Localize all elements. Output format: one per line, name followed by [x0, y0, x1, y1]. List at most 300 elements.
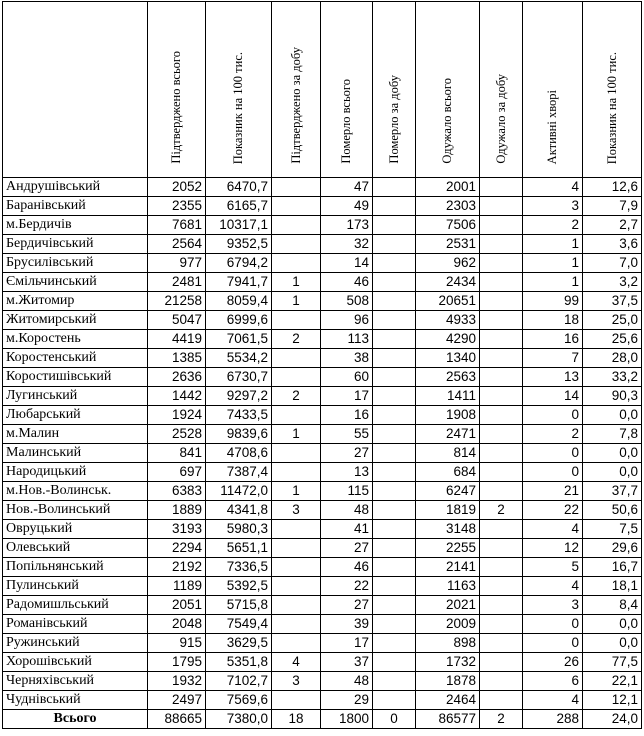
cell-confirmed-daily: 3 [272, 672, 321, 691]
cell-confirmed-total: 6383 [148, 482, 206, 501]
cell-region: Романівський [3, 615, 148, 634]
header-deaths-total: Померло всього [321, 2, 373, 178]
cell-active-per-100k: 7,0 [583, 254, 642, 273]
cell-recovered-total: 1411 [416, 387, 480, 406]
cell-confirmed-per-100k: 7569,6 [206, 691, 272, 710]
cell-region: Нов.-Волинський [3, 501, 148, 520]
table-row [3, 672, 642, 691]
cell-deaths-total: 47 [321, 178, 373, 197]
total-cell-confirmed-total: 88665 [148, 710, 206, 729]
cell-active-per-100k: 29,6 [583, 539, 642, 558]
cell-confirmed-per-100k: 9297,2 [206, 387, 272, 406]
cell-active-per-100k: 0,0 [583, 634, 642, 653]
cell-active-per-100k: 3,6 [583, 235, 642, 254]
cell-confirmed-total: 5047 [148, 311, 206, 330]
cell-deaths-total: 173 [321, 216, 373, 235]
cell-recovered-total: 4933 [416, 311, 480, 330]
cell-recovered-daily [480, 235, 523, 254]
cell-confirmed-daily [272, 596, 321, 615]
total-cell-confirmed-per-100k: 7380,0 [206, 710, 272, 729]
cell-active-per-100k: 22,1 [583, 672, 642, 691]
cell-confirmed-total: 1932 [148, 672, 206, 691]
cell-confirmed-per-100k: 6794,2 [206, 254, 272, 273]
cell-confirmed-total: 2636 [148, 368, 206, 387]
cell-deaths-daily [373, 216, 416, 235]
header-confirmed-per-100k: Показник на 100 тис. [206, 2, 272, 178]
cell-region: Малинський [3, 444, 148, 463]
cell-confirmed-total: 2481 [148, 273, 206, 292]
total-cell-deaths-total: 1800 [321, 710, 373, 729]
cell-recovered-daily [480, 368, 523, 387]
covid-statistics-table [2, 1, 642, 729]
table-row [3, 197, 642, 216]
cell-active-per-100k: 0,0 [583, 615, 642, 634]
cell-active: 5 [523, 558, 583, 577]
cell-confirmed-per-100k: 8059,4 [206, 292, 272, 311]
table-row [3, 577, 642, 596]
cell-recovered-total: 2141 [416, 558, 480, 577]
cell-confirmed-daily [272, 577, 321, 596]
cell-recovered-daily [480, 558, 523, 577]
cell-active: 14 [523, 387, 583, 406]
cell-confirmed-daily [272, 235, 321, 254]
cell-recovered-total: 4290 [416, 330, 480, 349]
cell-active-per-100k: 16,7 [583, 558, 642, 577]
cell-active-per-100k: 8,4 [583, 596, 642, 615]
cell-deaths-daily [373, 539, 416, 558]
cell-active: 3 [523, 596, 583, 615]
cell-confirmed-total: 21258 [148, 292, 206, 311]
cell-active: 0 [523, 463, 583, 482]
cell-confirmed-daily: 1 [272, 273, 321, 292]
cell-active-per-100k: 33,2 [583, 368, 642, 387]
cell-confirmed-daily [272, 520, 321, 539]
cell-recovered-total: 1732 [416, 653, 480, 672]
table-row [3, 501, 642, 520]
cell-recovered-daily [480, 254, 523, 273]
cell-active: 3 [523, 197, 583, 216]
cell-confirmed-daily: 1 [272, 425, 321, 444]
cell-confirmed-daily [272, 349, 321, 368]
cell-confirmed-daily [272, 558, 321, 577]
cell-deaths-daily [373, 672, 416, 691]
cell-deaths-total: 508 [321, 292, 373, 311]
cell-recovered-daily [480, 577, 523, 596]
cell-deaths-daily [373, 558, 416, 577]
cell-region: Андрушівський [3, 178, 148, 197]
cell-deaths-daily [373, 254, 416, 273]
cell-deaths-daily [373, 634, 416, 653]
total-row [3, 710, 642, 729]
cell-confirmed-per-100k: 7102,7 [206, 672, 272, 691]
cell-confirmed-total: 1442 [148, 387, 206, 406]
header-row [3, 2, 642, 178]
cell-deaths-daily [373, 444, 416, 463]
cell-confirmed-per-100k: 7336,5 [206, 558, 272, 577]
cell-region: Пулинський [3, 577, 148, 596]
cell-deaths-daily [373, 615, 416, 634]
cell-region: Ружинський [3, 634, 148, 653]
cell-deaths-total: 96 [321, 311, 373, 330]
table-row [3, 463, 642, 482]
cell-recovered-daily [480, 634, 523, 653]
cell-recovered-total: 2434 [416, 273, 480, 292]
cell-deaths-daily [373, 406, 416, 425]
cell-active: 99 [523, 292, 583, 311]
cell-deaths-daily [373, 653, 416, 672]
cell-recovered-total: 2464 [416, 691, 480, 710]
cell-deaths-total: 113 [321, 330, 373, 349]
cell-deaths-daily [373, 425, 416, 444]
cell-recovered-daily [480, 330, 523, 349]
cell-region: Брусилівський [3, 254, 148, 273]
cell-confirmed-total: 1889 [148, 501, 206, 520]
cell-recovered-total: 1819 [416, 501, 480, 520]
cell-deaths-total: 46 [321, 558, 373, 577]
cell-recovered-daily [480, 197, 523, 216]
table-row [3, 425, 642, 444]
cell-deaths-daily [373, 273, 416, 292]
cell-confirmed-daily [272, 254, 321, 273]
total-cell-active-per-100k: 24,0 [583, 710, 642, 729]
cell-active-per-100k: 2,7 [583, 216, 642, 235]
cell-active: 4 [523, 691, 583, 710]
cell-confirmed-per-100k: 7387,4 [206, 463, 272, 482]
cell-confirmed-total: 2052 [148, 178, 206, 197]
cell-region: Коростишівський [3, 368, 148, 387]
cell-active: 18 [523, 311, 583, 330]
header-confirmed-total: Підтверджено всього [148, 2, 206, 178]
cell-recovered-total: 6247 [416, 482, 480, 501]
cell-confirmed-total: 841 [148, 444, 206, 463]
cell-confirmed-total: 2564 [148, 235, 206, 254]
cell-confirmed-per-100k: 9839,6 [206, 425, 272, 444]
cell-active: 16 [523, 330, 583, 349]
cell-confirmed-total: 2497 [148, 691, 206, 710]
cell-confirmed-daily [272, 406, 321, 425]
cell-active-per-100k: 50,6 [583, 501, 642, 520]
cell-confirmed-daily [272, 615, 321, 634]
cell-active: 7 [523, 349, 583, 368]
cell-region: Баранівський [3, 197, 148, 216]
cell-deaths-total: 48 [321, 672, 373, 691]
table-row [3, 653, 642, 672]
cell-confirmed-per-100k: 9352,5 [206, 235, 272, 254]
cell-active-per-100k: 37,7 [583, 482, 642, 501]
cell-region: Ємільчинський [3, 273, 148, 292]
cell-recovered-daily [480, 444, 523, 463]
cell-recovered-total: 1908 [416, 406, 480, 425]
cell-active-per-100k: 25,0 [583, 311, 642, 330]
cell-region: м.Нов.-Волинськ. [3, 482, 148, 501]
cell-confirmed-per-100k: 10317,1 [206, 216, 272, 235]
cell-confirmed-per-100k: 5980,3 [206, 520, 272, 539]
cell-deaths-total: 13 [321, 463, 373, 482]
cell-deaths-total: 39 [321, 615, 373, 634]
cell-confirmed-per-100k: 6730,7 [206, 368, 272, 387]
cell-active: 26 [523, 653, 583, 672]
cell-region: Бердичівський [3, 235, 148, 254]
header-confirmed-daily: Підтверджено за добу [272, 2, 321, 178]
table-body [3, 178, 642, 729]
cell-deaths-total: 49 [321, 197, 373, 216]
cell-recovered-daily [480, 615, 523, 634]
total-cell-recovered-total: 86577 [416, 710, 480, 729]
cell-recovered-daily [480, 292, 523, 311]
cell-confirmed-daily: 1 [272, 292, 321, 311]
cell-deaths-total: 37 [321, 653, 373, 672]
cell-confirmed-total: 2355 [148, 197, 206, 216]
cell-recovered-daily [480, 520, 523, 539]
cell-deaths-total: 29 [321, 691, 373, 710]
table-row [3, 254, 642, 273]
cell-region: Чуднівський [3, 691, 148, 710]
cell-region: м.Житомир [3, 292, 148, 311]
cell-recovered-daily [480, 349, 523, 368]
cell-confirmed-total: 2528 [148, 425, 206, 444]
cell-confirmed-total: 7681 [148, 216, 206, 235]
cell-region: Лугинський [3, 387, 148, 406]
cell-confirmed-daily: 4 [272, 653, 321, 672]
cell-confirmed-per-100k: 5715,8 [206, 596, 272, 615]
table-row [3, 596, 642, 615]
table-row [3, 178, 642, 197]
cell-confirmed-total: 4419 [148, 330, 206, 349]
cell-region: Радомишльський [3, 596, 148, 615]
cell-active-per-100k: 0,0 [583, 463, 642, 482]
cell-active: 0 [523, 634, 583, 653]
cell-active-per-100k: 28,0 [583, 349, 642, 368]
cell-confirmed-daily: 3 [272, 501, 321, 520]
cell-region: Народицький [3, 463, 148, 482]
cell-confirmed-per-100k: 7061,5 [206, 330, 272, 349]
cell-recovered-total: 7506 [416, 216, 480, 235]
cell-active: 0 [523, 444, 583, 463]
table-row [3, 520, 642, 539]
table-row [3, 691, 642, 710]
cell-confirmed-total: 1189 [148, 577, 206, 596]
cell-active: 2 [523, 425, 583, 444]
cell-confirmed-daily [272, 311, 321, 330]
total-cell-recovered-daily: 2 [480, 710, 523, 729]
table-row [3, 330, 642, 349]
cell-active-per-100k: 0,0 [583, 406, 642, 425]
cell-region: Овруцький [3, 520, 148, 539]
cell-recovered-daily [480, 653, 523, 672]
cell-confirmed-daily [272, 539, 321, 558]
cell-active: 4 [523, 178, 583, 197]
cell-active-per-100k: 12,1 [583, 691, 642, 710]
cell-recovered-total: 1340 [416, 349, 480, 368]
cell-deaths-daily [373, 349, 416, 368]
cell-deaths-daily [373, 596, 416, 615]
cell-confirmed-daily: 1 [272, 482, 321, 501]
cell-deaths-total: 38 [321, 349, 373, 368]
cell-recovered-total: 814 [416, 444, 480, 463]
cell-deaths-daily [373, 368, 416, 387]
cell-recovered-daily [480, 672, 523, 691]
cell-active: 2 [523, 216, 583, 235]
header-active-per-100k: Показник на 100 тис. [583, 2, 642, 178]
cell-confirmed-total: 697 [148, 463, 206, 482]
cell-confirmed-per-100k: 5351,8 [206, 653, 272, 672]
table-row [3, 273, 642, 292]
cell-recovered-daily [480, 425, 523, 444]
cell-confirmed-per-100k: 7433,5 [206, 406, 272, 425]
cell-region: Олевський [3, 539, 148, 558]
cell-confirmed-total: 1795 [148, 653, 206, 672]
cell-confirmed-per-100k: 4708,6 [206, 444, 272, 463]
cell-confirmed-total: 915 [148, 634, 206, 653]
cell-active: 0 [523, 615, 583, 634]
header-active: Активні хворі [523, 2, 583, 178]
cell-confirmed-total: 2294 [148, 539, 206, 558]
cell-recovered-daily [480, 387, 523, 406]
cell-confirmed-per-100k: 5651,1 [206, 539, 272, 558]
cell-confirmed-per-100k: 4341,8 [206, 501, 272, 520]
cell-recovered-total: 1163 [416, 577, 480, 596]
cell-recovered-daily: 2 [480, 501, 523, 520]
cell-confirmed-daily [272, 444, 321, 463]
cell-recovered-daily [480, 463, 523, 482]
cell-region: Попільнянський [3, 558, 148, 577]
header-recovered-daily: Одужало за добу [480, 2, 523, 178]
cell-recovered-total: 2255 [416, 539, 480, 558]
cell-recovered-daily [480, 273, 523, 292]
cell-region: м.Коростень [3, 330, 148, 349]
header-deaths-daily: Померло за добу [373, 2, 416, 178]
cell-active: 4 [523, 520, 583, 539]
cell-deaths-total: 60 [321, 368, 373, 387]
cell-deaths-daily [373, 178, 416, 197]
cell-recovered-daily [480, 216, 523, 235]
cell-confirmed-daily: 2 [272, 387, 321, 406]
table-row [3, 292, 642, 311]
cell-confirmed-per-100k: 11472,0 [206, 482, 272, 501]
cell-recovered-daily [480, 482, 523, 501]
cell-active-per-100k: 77,5 [583, 653, 642, 672]
cell-active: 22 [523, 501, 583, 520]
cell-active: 6 [523, 672, 583, 691]
cell-recovered-total: 898 [416, 634, 480, 653]
cell-deaths-total: 14 [321, 254, 373, 273]
cell-active: 13 [523, 368, 583, 387]
cell-deaths-daily [373, 463, 416, 482]
cell-deaths-total: 41 [321, 520, 373, 539]
cell-active-per-100k: 37,5 [583, 292, 642, 311]
header-recovered-total: Одужало всього [416, 2, 480, 178]
cell-confirmed-daily [272, 691, 321, 710]
cell-active: 0 [523, 406, 583, 425]
total-cell-active: 288 [523, 710, 583, 729]
table-row [3, 539, 642, 558]
cell-region: м.Малин [3, 425, 148, 444]
cell-recovered-total: 1878 [416, 672, 480, 691]
cell-deaths-daily [373, 482, 416, 501]
cell-active-per-100k: 7,8 [583, 425, 642, 444]
cell-confirmed-per-100k: 6999,6 [206, 311, 272, 330]
cell-active-per-100k: 7,9 [583, 197, 642, 216]
cell-recovered-total: 684 [416, 463, 480, 482]
total-cell-confirmed-daily: 18 [272, 710, 321, 729]
cell-deaths-total: 32 [321, 235, 373, 254]
cell-deaths-total: 22 [321, 577, 373, 596]
cell-confirmed-total: 2051 [148, 596, 206, 615]
cell-recovered-total: 2471 [416, 425, 480, 444]
cell-recovered-daily [480, 311, 523, 330]
cell-deaths-total: 46 [321, 273, 373, 292]
cell-deaths-daily [373, 292, 416, 311]
cell-active: 4 [523, 577, 583, 596]
cell-confirmed-total: 3193 [148, 520, 206, 539]
cell-deaths-total: 27 [321, 539, 373, 558]
cell-confirmed-daily [272, 463, 321, 482]
cell-active: 1 [523, 235, 583, 254]
cell-recovered-daily [480, 406, 523, 425]
cell-recovered-total: 3148 [416, 520, 480, 539]
cell-confirmed-daily [272, 178, 321, 197]
cell-recovered-daily [480, 539, 523, 558]
cell-confirmed-daily: 2 [272, 330, 321, 349]
cell-recovered-total: 2563 [416, 368, 480, 387]
cell-confirmed-total: 1385 [148, 349, 206, 368]
cell-active-per-100k: 90,3 [583, 387, 642, 406]
cell-region: Черняхівський [3, 672, 148, 691]
cell-deaths-total: 115 [321, 482, 373, 501]
cell-confirmed-per-100k: 7549,4 [206, 615, 272, 634]
cell-deaths-daily [373, 387, 416, 406]
cell-deaths-total: 55 [321, 425, 373, 444]
cell-confirmed-per-100k: 5534,2 [206, 349, 272, 368]
cell-active: 21 [523, 482, 583, 501]
cell-recovered-total: 2303 [416, 197, 480, 216]
cell-recovered-total: 20651 [416, 292, 480, 311]
cell-active-per-100k: 18,1 [583, 577, 642, 596]
table-row [3, 311, 642, 330]
cell-recovered-daily [480, 691, 523, 710]
table-row [3, 406, 642, 425]
cell-deaths-daily [373, 520, 416, 539]
cell-active: 1 [523, 254, 583, 273]
cell-deaths-daily [373, 311, 416, 330]
table-row [3, 615, 642, 634]
cell-deaths-daily [373, 501, 416, 520]
cell-confirmed-per-100k: 6165,7 [206, 197, 272, 216]
cell-region: Хорошівський [3, 653, 148, 672]
table-row [3, 349, 642, 368]
table-row [3, 558, 642, 577]
cell-deaths-daily [373, 197, 416, 216]
cell-deaths-daily [373, 330, 416, 349]
cell-active-per-100k: 0,0 [583, 444, 642, 463]
cell-recovered-total: 2001 [416, 178, 480, 197]
cell-recovered-total: 2009 [416, 615, 480, 634]
cell-confirmed-per-100k: 5392,5 [206, 577, 272, 596]
total-cell-region: Всього [3, 710, 148, 729]
table-row [3, 444, 642, 463]
cell-region: Коростенський [3, 349, 148, 368]
cell-confirmed-total: 977 [148, 254, 206, 273]
cell-deaths-total: 48 [321, 501, 373, 520]
cell-deaths-total: 17 [321, 634, 373, 653]
table-row [3, 634, 642, 653]
cell-active-per-100k: 12,6 [583, 178, 642, 197]
cell-confirmed-total: 2048 [148, 615, 206, 634]
cell-confirmed-daily [272, 634, 321, 653]
table-row [3, 235, 642, 254]
cell-deaths-total: 27 [321, 596, 373, 615]
cell-recovered-total: 2021 [416, 596, 480, 615]
